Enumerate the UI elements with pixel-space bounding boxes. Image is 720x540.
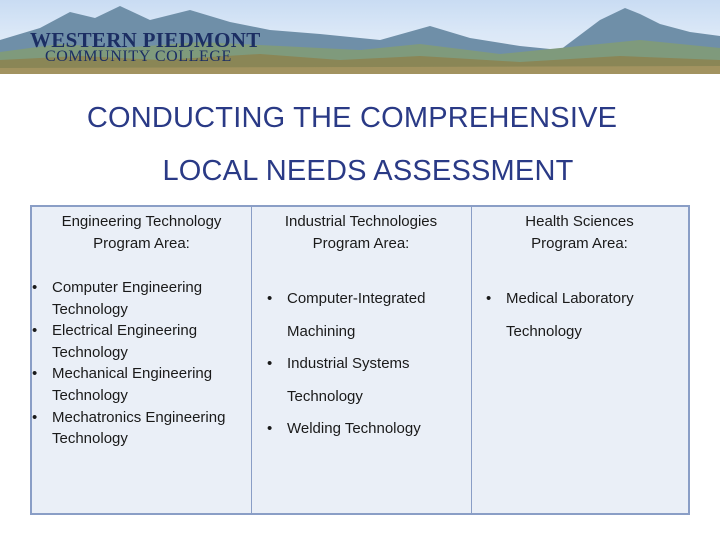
program-list xyxy=(476,283,686,348)
logo-name: WESTERN PIEDMONT xyxy=(30,28,261,52)
program-areas-table xyxy=(30,205,690,515)
list-item: • Welding Technology xyxy=(257,413,467,446)
list-item: • Mechanical Engineering Technology xyxy=(22,363,250,406)
slide-title-line1: CONDUCTING THE COMPREHENSIVE xyxy=(86,102,618,134)
column-industrial-technologies xyxy=(251,207,472,513)
logo-subname: COMMUNITY COLLEGE xyxy=(45,48,232,65)
header-banner xyxy=(0,0,720,74)
list-item: • Computer Engineering Technology xyxy=(22,277,250,320)
column-health-sciences xyxy=(471,207,688,513)
list-item: • Computer-Integrated Machining xyxy=(257,283,467,348)
list-item: • Medical Laboratory Technology xyxy=(476,283,686,348)
column-heading xyxy=(251,211,471,255)
column-heading-line2: Program Area: xyxy=(312,235,410,252)
column-engineering-technology xyxy=(32,207,252,513)
list-item: • Industrial Systems Technology xyxy=(257,348,467,413)
list-item: • Mechatronics Engineering Technology xyxy=(22,407,250,450)
column-heading-line2: Program Area: xyxy=(531,235,628,252)
column-heading-line1: Industrial Technologies xyxy=(284,213,438,230)
column-heading xyxy=(471,211,688,255)
column-heading-line2: Program Area: xyxy=(93,235,190,252)
column-heading-line1: Engineering Technology xyxy=(61,213,222,230)
column-heading-line1: Health Sciences xyxy=(525,213,634,230)
program-list xyxy=(22,277,250,450)
program-list xyxy=(257,283,467,446)
slide-title-line2: LOCAL NEEDS ASSESSMENT xyxy=(162,155,574,187)
list-item: • Electrical Engineering Technology xyxy=(22,320,250,363)
column-heading xyxy=(32,211,251,255)
